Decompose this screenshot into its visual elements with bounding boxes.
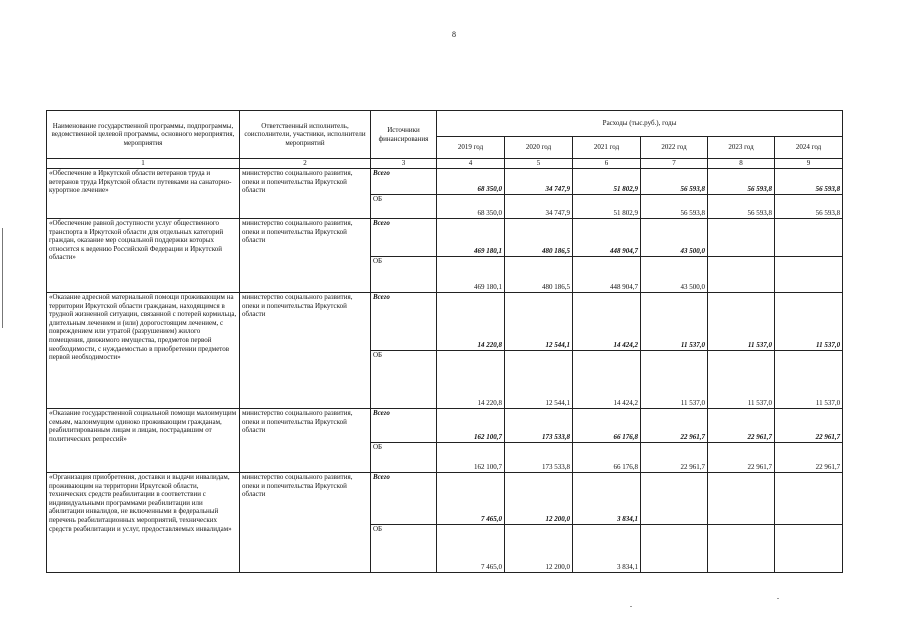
total-value — [708, 473, 775, 525]
total-value: 12 200,0 — [505, 473, 573, 525]
column-number: 2 — [240, 159, 371, 169]
source-total-label: Всего — [371, 169, 437, 195]
source-total-label: Всего — [371, 293, 437, 351]
total-value: 11 537,0 — [775, 293, 843, 351]
scan-speck — [630, 606, 632, 607]
ob-value — [775, 525, 843, 573]
header-year: 2019 год — [437, 137, 505, 159]
total-value: 14 424,2 — [573, 293, 641, 351]
total-value: 469 180,1 — [437, 219, 505, 257]
header-year: 2020 год — [505, 137, 573, 159]
total-value: 173 533,8 — [505, 409, 573, 443]
header-name: Наименование государственной программы, подпрограммы, ведомственной целевой программы, основного мероприятия, мероприятия — [47, 111, 240, 159]
executor-name: министерство социального развития, опеки и попечительства Иркутской области — [240, 409, 371, 473]
ob-value: 7 465,0 — [437, 525, 505, 573]
total-value: 56 593,8 — [708, 169, 775, 195]
column-number: 7 — [641, 159, 708, 169]
table-row — [47, 219, 843, 257]
ob-value: 43 500,0 — [641, 257, 708, 293]
measure-name: «Оказание государственной социальной помощи малоимущим семьям, малоимущим одиноко проживающим гражданам, реабилитированным лицам и лицам, пострадавшим от политических репрессий» — [47, 409, 240, 473]
scan-margin-line — [2, 228, 3, 328]
budget-table — [46, 110, 843, 573]
table-row — [47, 169, 843, 195]
total-value: 448 904,7 — [573, 219, 641, 257]
header-executor: Ответственный исполнитель, соисполнители, участники, исполнители мероприятий — [240, 111, 371, 159]
source-ob-label: ОБ — [371, 351, 437, 409]
total-value — [641, 473, 708, 525]
table-row — [47, 409, 843, 443]
ob-value: 12 544,1 — [505, 351, 573, 409]
ob-value — [708, 525, 775, 573]
ob-value: 14 424,2 — [573, 351, 641, 409]
ob-value: 56 593,8 — [775, 195, 843, 219]
ob-value: 51 802,9 — [573, 195, 641, 219]
ob-value — [708, 257, 775, 293]
total-value: 51 802,9 — [573, 169, 641, 195]
header-year: 2021 год — [573, 137, 641, 159]
source-total-label: Всего — [371, 409, 437, 443]
header-expenses: Расходы (тыс.руб.), годы — [437, 111, 843, 137]
ob-value — [641, 525, 708, 573]
ob-value: 68 350,0 — [437, 195, 505, 219]
ob-value: 173 533,8 — [505, 443, 573, 473]
total-value: 56 593,8 — [641, 169, 708, 195]
executor-name: министерство социального развития, опеки и попечительства Иркутской области — [240, 473, 371, 573]
table-body — [47, 169, 843, 573]
total-value — [775, 219, 843, 257]
total-value: 14 220,8 — [437, 293, 505, 351]
total-value: 11 537,0 — [641, 293, 708, 351]
header-year: 2024 год — [775, 137, 843, 159]
total-value — [775, 473, 843, 525]
ob-value: 12 200,0 — [505, 525, 573, 573]
ob-value: 3 834,1 — [573, 525, 641, 573]
total-value: 480 186,5 — [505, 219, 573, 257]
total-value: 22 961,7 — [641, 409, 708, 443]
column-number: 1 — [47, 159, 240, 169]
source-ob-label: ОБ — [371, 257, 437, 293]
scan-speck — [777, 598, 779, 599]
ob-value: 14 220,8 — [437, 351, 505, 409]
measure-name: «Организация приобретения, доставки и выдачи инвалидам, проживающим на территории Иркутской области, технических средств реабилитации в соответствии с индивидуальными программами реабилитации или абилитации инвалидов, не включенными в федеральный перечень реабилитационных мероприятий, технических средств реабилитации и услуг, предоставляемых инвалидам» — [47, 473, 240, 573]
header-year: 2022 год — [641, 137, 708, 159]
total-value: 34 747,9 — [505, 169, 573, 195]
ob-value: 22 961,7 — [708, 443, 775, 473]
total-value — [708, 219, 775, 257]
ob-value: 480 186,5 — [505, 257, 573, 293]
total-value: 22 961,7 — [775, 409, 843, 443]
executor-name: министерство социального развития, опеки и попечительства Иркутской области — [240, 169, 371, 219]
ob-value: 66 176,8 — [573, 443, 641, 473]
total-value: 56 593,8 — [775, 169, 843, 195]
source-total-label: Всего — [371, 219, 437, 257]
table-row — [47, 473, 843, 525]
ob-value: 34 747,9 — [505, 195, 573, 219]
ob-value — [775, 257, 843, 293]
total-value: 68 350,0 — [437, 169, 505, 195]
source-ob-label: ОБ — [371, 525, 437, 573]
measure-name: «Обеспечение равной доступности услуг общественного транспорта в Иркутской области для отдельных категорий граждан, оказание мер социальной поддержки которых относится к ведению Российской Федерации и Иркутской области» — [47, 219, 240, 293]
ob-value: 22 961,7 — [641, 443, 708, 473]
executor-name: министерство социального развития, опеки и попечительства Иркутской области — [240, 293, 371, 409]
source-ob-label: ОБ — [371, 443, 437, 473]
source-ob-label: ОБ — [371, 195, 437, 219]
ob-value: 448 904,7 — [573, 257, 641, 293]
measure-name: «Обеспечение в Иркутской области ветеранов труда и ветеранов труда Иркутской области путевками на санаторно-курортное лечение» — [47, 169, 240, 219]
total-value: 7 465,0 — [437, 473, 505, 525]
ob-value: 56 593,8 — [708, 195, 775, 219]
ob-value: 11 537,0 — [775, 351, 843, 409]
measure-name: «Оказание адресной материальной помощи проживающим на территории Иркутской области гражданам, находящимся в трудной жизненной ситуации, связанной с потерей кормильца, длительным лечением и (или) дорогостоящим лечением, с повреждением или утратой (разрушением) жилого помещения, движимого имущества, предметов первой необходимости, с нуждаемостью в приобретении предметов первой необходимости» — [47, 293, 240, 409]
header-year: 2023 год — [708, 137, 775, 159]
source-total-label: Всего — [371, 473, 437, 525]
column-number: 9 — [775, 159, 843, 169]
ob-value: 11 537,0 — [708, 351, 775, 409]
column-number: 5 — [505, 159, 573, 169]
column-number: 6 — [573, 159, 641, 169]
ob-value: 469 180,1 — [437, 257, 505, 293]
ob-value: 56 593,8 — [641, 195, 708, 219]
page-number: 8 — [452, 30, 456, 39]
total-value: 22 961,7 — [708, 409, 775, 443]
ob-value: 22 961,7 — [775, 443, 843, 473]
ob-value: 162 100,7 — [437, 443, 505, 473]
column-number: 3 — [371, 159, 437, 169]
total-value: 11 537,0 — [708, 293, 775, 351]
executor-name: министерство социального развития, опеки и попечительства Иркутской области — [240, 219, 371, 293]
table-row — [47, 293, 843, 351]
total-value: 43 500,0 — [641, 219, 708, 257]
column-number: 8 — [708, 159, 775, 169]
total-value: 3 834,1 — [573, 473, 641, 525]
total-value: 12 544,1 — [505, 293, 573, 351]
header-source: Источники финансирования — [371, 111, 437, 159]
column-number: 4 — [437, 159, 505, 169]
total-value: 162 100,7 — [437, 409, 505, 443]
total-value: 66 176,8 — [573, 409, 641, 443]
ob-value: 11 537,0 — [641, 351, 708, 409]
